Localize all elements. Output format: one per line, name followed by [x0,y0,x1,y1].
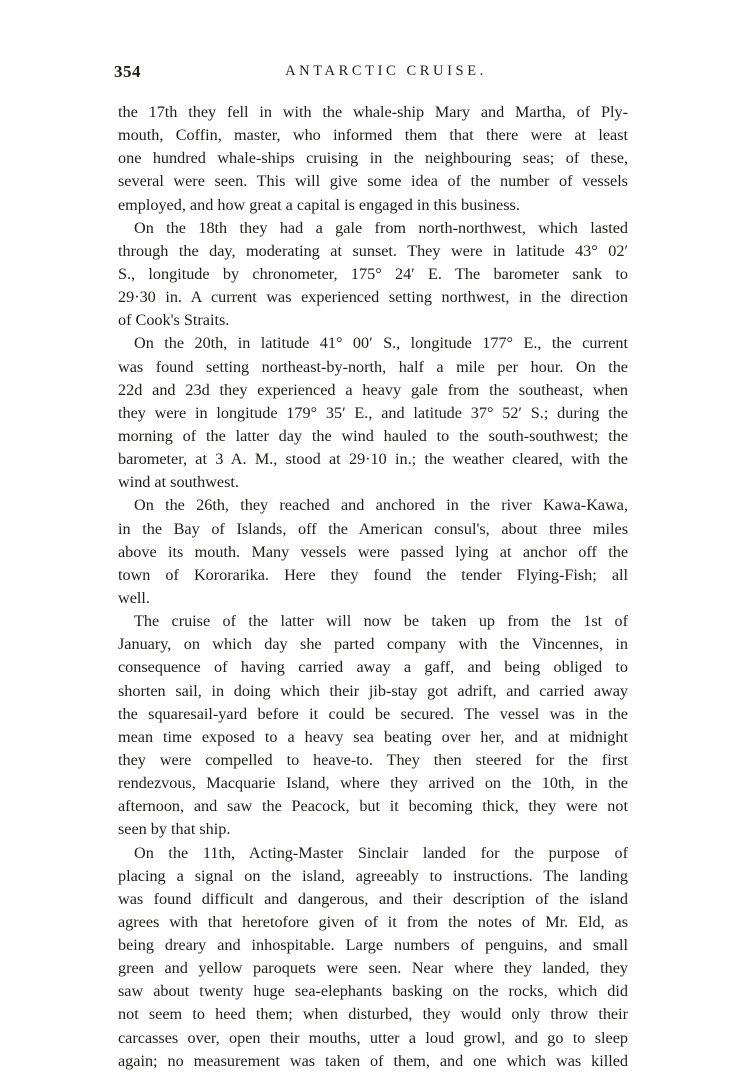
text-line: 29·30 in. A current was experienced setting northwest, in the direction [118,288,628,307]
text-line: one hundred whale-ships cruising in the neighbouring seas; of these, [118,149,628,168]
running-head: ANTARCTIC CRUISE. [285,63,487,79]
text-line: well. [118,588,150,607]
text-line: The cruise of the latter will now be taken up from the 1st of [134,612,628,631]
text-line: the squaresail-yard before it could be secured. The vessel was in the [118,704,628,723]
text-line: S., longitude by chronometer, 175° 24′ E. The barometer sank to [118,264,628,283]
text-line: they were compelled to heave-to. They then steered for the first [118,750,628,769]
text-line: above its mouth. Many vessels were passed lying at anchor off the [118,542,628,561]
text-line: being dreary and inhospitable. Large numbers of penguins, and small [118,936,628,955]
text-line: town of Kororarika. Here they found the tender Flying-Fish; all [118,565,628,584]
text-line: not seem to heed them; when disturbed, they would only throw their [118,1005,628,1024]
text-line: green and yellow paroquets were seen. Near where they landed, they [118,959,628,978]
text-line: agrees with that heretofore given of it from the notes of Mr. Eld, as [118,912,628,931]
text-line: employed, and how great a capital is engaged in this business. [118,195,520,214]
text-line: On the 20th, in latitude 41° 00′ S., longitude 177° E., the current [134,334,628,353]
text-line: mouth, Coffin, master, who informed them that there were at least [118,126,628,145]
text-line: 22d and 23d they experienced a heavy gale from the southeast, when [118,380,628,399]
body-text [118,101,628,1073]
text-line: On the 11th, Acting-Master Sinclair landed for the purpose of [134,843,628,862]
text-line: seen by that ship. [118,820,231,839]
text-line: wind at southwest. [118,473,239,492]
text-line: barometer, at 3 A. M., stood at 29·10 in.; the weather cleared, with the [118,450,628,469]
text-line: was found difficult and dangerous, and their description of the island [118,889,628,908]
text-line: several were seen. This will give some idea of the number of vessels [118,172,628,191]
text-line: On the 18th they had a gale from north-northwest, which lasted [134,218,628,237]
text-line: mean time exposed to a heavy sea beating over her, and at midnight [118,727,628,746]
text-line: afternoon, and saw the Peacock, but it becoming thick, they were not [118,797,628,816]
text-line: rendezvous, Macquarie Island, where they arrived on the 10th, in the [118,774,628,793]
page-number: 354 [114,62,141,81]
text-line: the 17th they fell in with the whale-ship Mary and Martha, of Ply- [118,103,628,121]
text-line: On the 26th, they reached and anchored in the river Kawa-Kawa, [134,496,628,515]
text-line: of Cook's Straits. [118,311,230,330]
text-line: was found setting northeast-by-north, half a mile per hour. On the [118,357,628,376]
text-line: again; no measurement was taken of them, and one which was killed [118,1051,628,1070]
page-header [114,62,628,86]
text-line: January, on which day she parted company with the Vincennes, in [118,635,628,654]
text-line: consequence of having carried away a gaff, and being obliged to [118,658,628,677]
text-line: saw about twenty huge sea-elephants basking on the rocks, which did [118,982,628,1001]
text-line: carcasses over, open their mouths, utter a loud growl, and go to sleep [118,1028,628,1047]
text-line: they were in longitude 179° 35′ E., and latitude 37° 52′ S.; during the [118,403,628,422]
text-line: in the Bay of Islands, off the American consul's, about three miles [118,519,628,538]
text-line: placing a signal on the island, agreeably to instructions. The landing [118,866,628,885]
text-line: morning of the latter day the wind hauled to the south-southwest; the [118,426,628,445]
text-line: shorten sail, in doing which their jib-stay got adrift, and carried away [118,681,628,700]
text-line: through the day, moderating at sunset. They were in latitude 43° 02′ [118,241,628,260]
